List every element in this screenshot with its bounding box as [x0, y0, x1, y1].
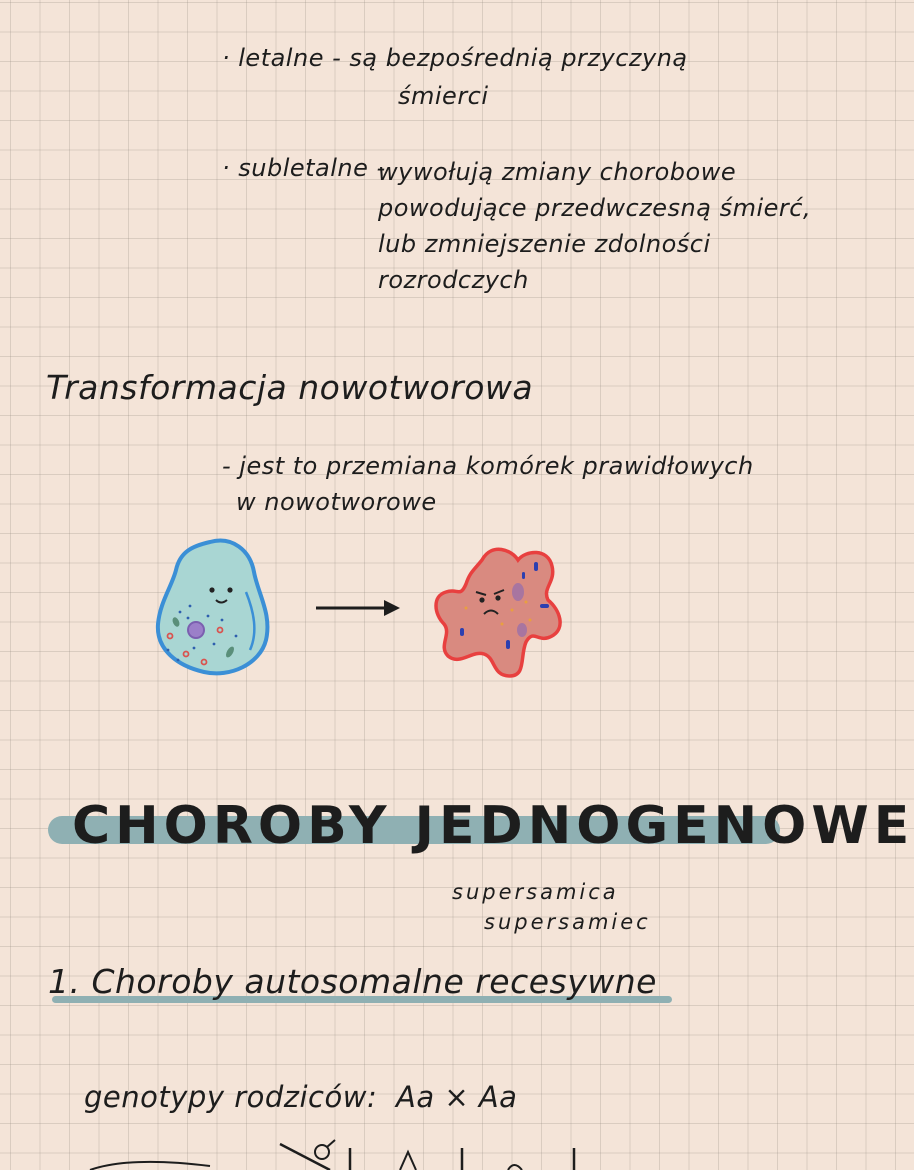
- transformacja-definition-1: - jest to przemiana komórek prawidłowych: [222, 452, 754, 480]
- section-title: CHOROBY JEDNOGENOWE: [72, 796, 914, 856]
- genotypes-value: Aa × Aa: [396, 1080, 518, 1114]
- letalne-line: · letalne - są bezpośrednią przyczyną: [222, 44, 688, 72]
- subletalne-line-1: wywołują zmiany chorobowe: [378, 158, 737, 186]
- punnett-square-fragment: [90, 1138, 610, 1170]
- subletalne-term: · subletalne -: [222, 154, 386, 182]
- transformacja-heading: Transformacja nowotworowa: [46, 368, 534, 407]
- side-note-line-1: supersamica: [452, 880, 619, 904]
- transformacja-definition-2: w nowotworowe: [236, 488, 437, 516]
- arrow-right-icon: [312, 596, 404, 620]
- side-note-line-2: supersamiec: [484, 910, 651, 934]
- subletalne-line-3: lub zmniejszenie zdolności: [378, 230, 711, 258]
- healthy-cell-illustration: [150, 532, 280, 682]
- subletalne-line-2: powodujące przedwczesną śmierć,: [378, 194, 812, 222]
- letalne-continuation: śmierci: [398, 82, 489, 110]
- genotypes-label: genotypy rodziców:: [84, 1080, 378, 1114]
- subletalne-line-4: rozrodczych: [378, 266, 529, 294]
- cancer-cell-illustration: [430, 540, 570, 682]
- subsection-heading: 1. Choroby autosomalne recesywne: [48, 962, 657, 1001]
